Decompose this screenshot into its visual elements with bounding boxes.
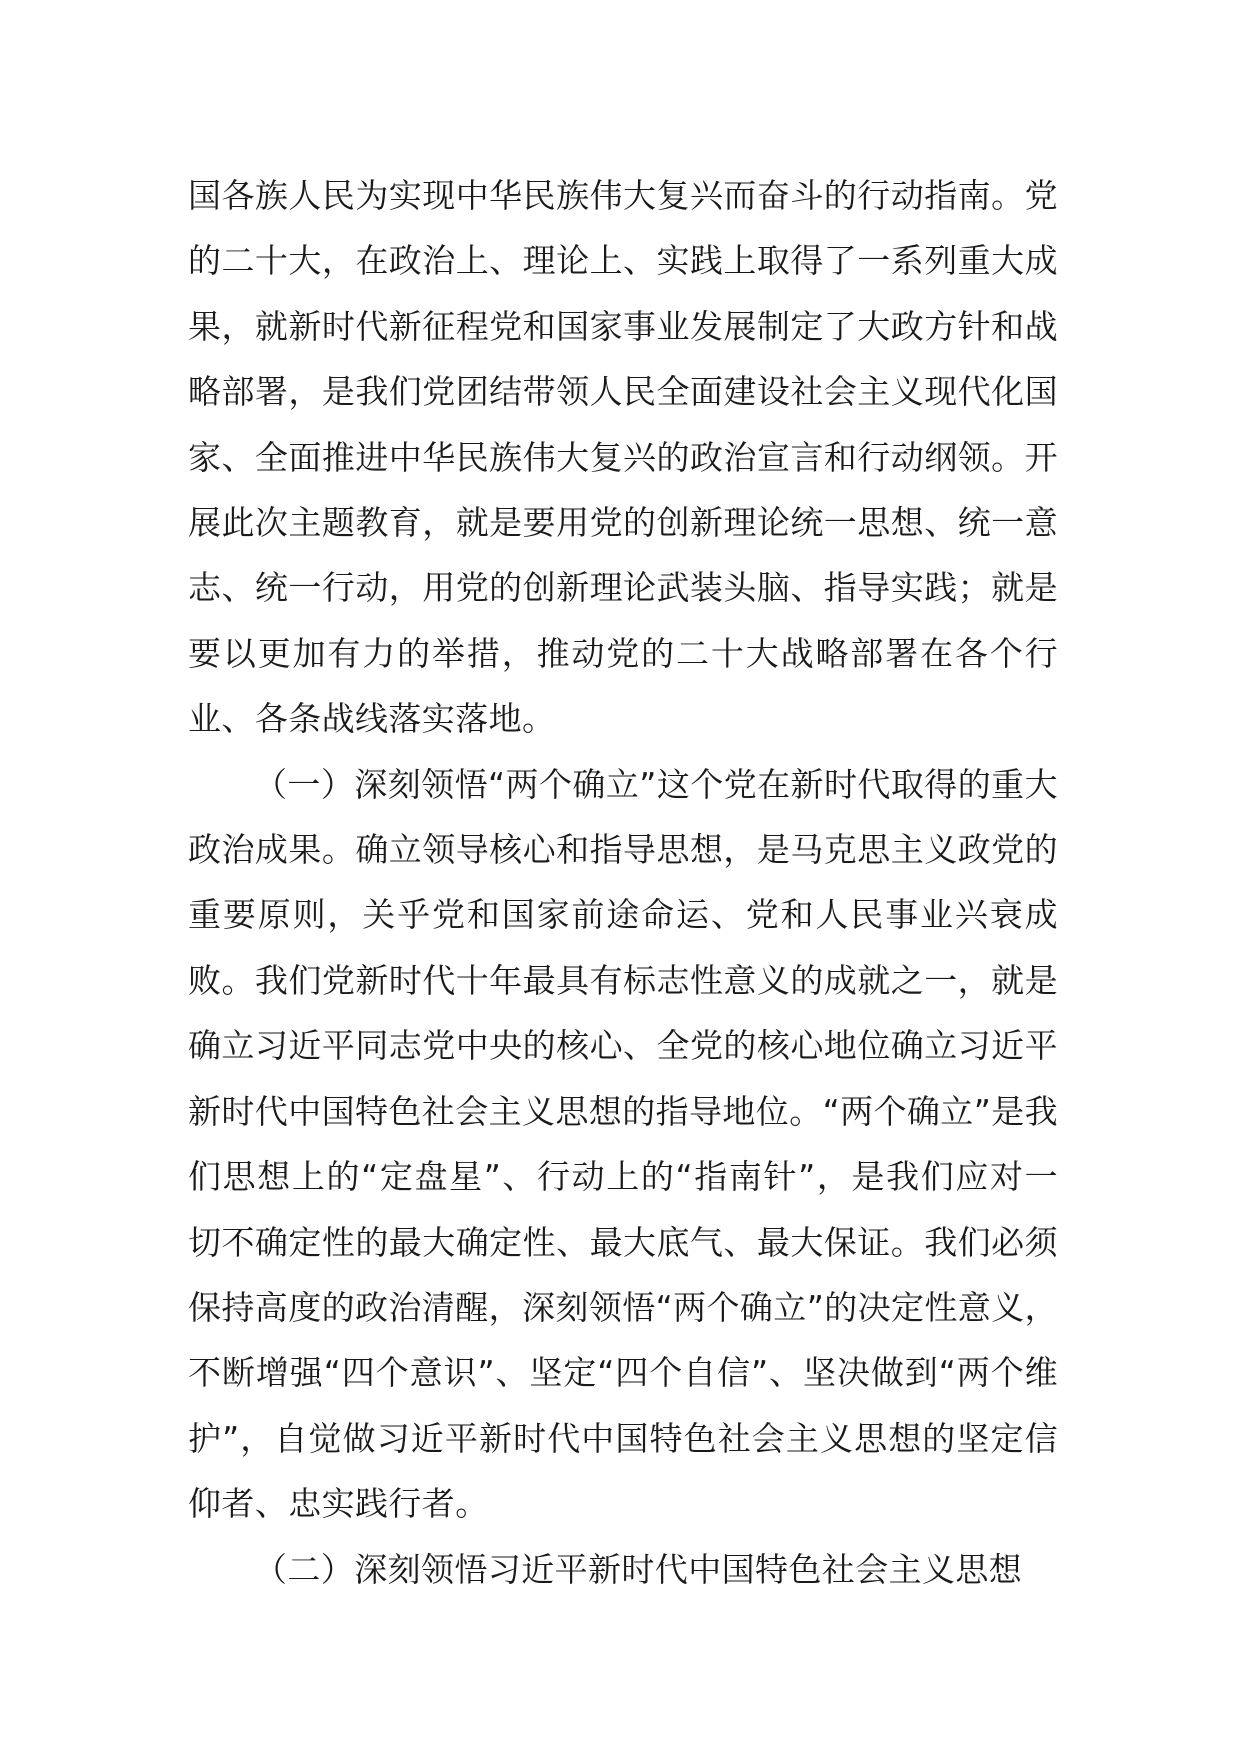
body-text bbox=[188, 163, 1058, 1602]
paragraph-section-two: （二）深刻领悟习近平新时代中国特色社会主义思想 bbox=[254, 1549, 1023, 1589]
paragraph-intro-continued: 国各族人民为实现中华民族伟大复兴而奋斗的行动指南。党的二十大，在政治上、理论上、实践上取得了一系列重大成果，就新时代新征程党和国家事业发展制定了大政方针和战略部署，是我们党团结带领人民全面建设社会主义现代化国家、全面推进中华民族伟大复兴的政治宣言和行动纲领。开展此次主题教育，就是要用党的创新理论统一思想、统一意志、统一行动，用党的创新理论武装头脑、指导实践；就是要以更加有力的举措，推动党的二十大战略部署在各个行业、各条战线落实落地。 bbox=[188, 176, 1058, 739]
paragraph-section-one: （一）深刻领悟“两个确立”这个党在新时代取得的重大政治成果。确立领导核心和指导思想，是马克思主义政党的重要原则，关乎党和国家前途命运、党和人民事业兴衰成败。我们党新时代十年最具有标志性意义的成就之一，就是确立习近平同志党中央的核心、全党的核心地位确立习近平新时代中国特色社会主义思想的指导地位。“两个确立”是我们思想上的“定盘星”、行动上的“指南针”，是我们应对一切不确定性的最大确定性、最大底气、最大保证。我们必须保持高度的政治清醒，深刻领悟“两个确立”的决定性意义，不断增强“四个意识”、坚定“四个自信”、坚决做到“两个维护”，自觉做习近平新时代中国特色社会主义思想的坚定信仰者、忠实践行者。 bbox=[188, 764, 1058, 1524]
